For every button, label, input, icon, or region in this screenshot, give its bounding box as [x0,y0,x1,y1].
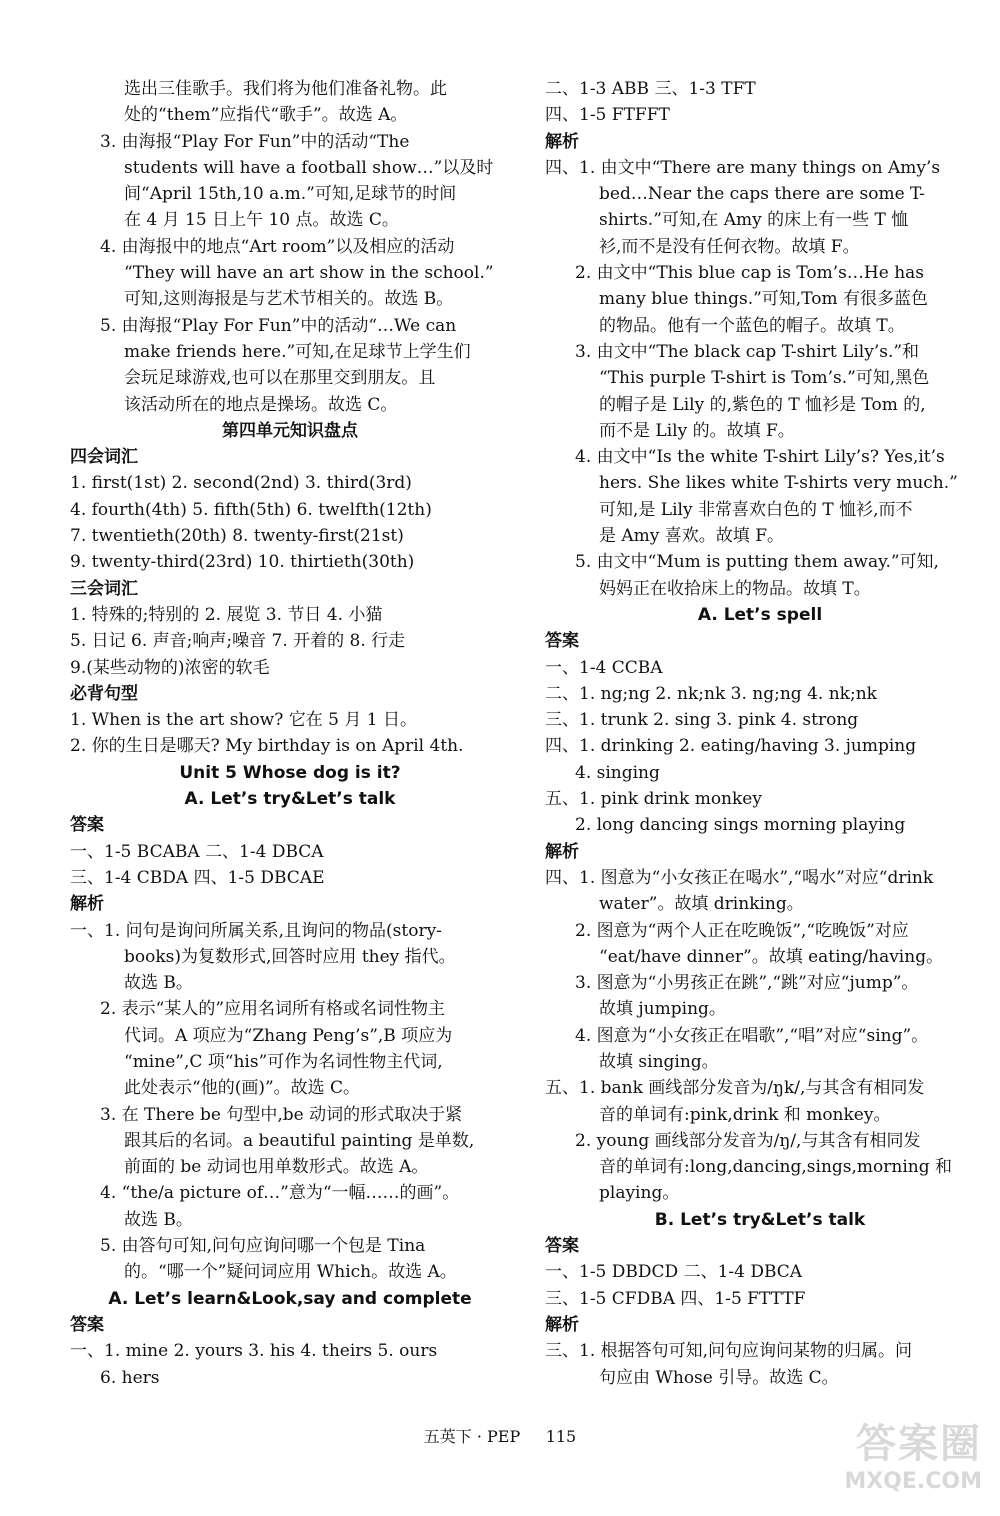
left-text-line: 选出三佳歌手。我们将为他们准备礼物。此 [124,79,447,99]
right-text-line: 2. 图意为“两个人正在吃晚饭”,“吃晚饭”对应 [575,920,909,941]
right-text-line: 一、1-5 DBDCD 二、1-4 DBCA [545,1262,803,1283]
left-text-line: 9. twenty-third(23rd) 10. thirtieth(30th) [70,552,415,573]
right-heading: A. Let’s spell [697,604,823,625]
left-text-line: 故选 B。 [124,973,193,994]
right-text-line: bed…Near the caps there are some T- [599,184,925,205]
left-text-line: 9.(某些动物的)浓密的软毛 [70,657,270,678]
right-text-line: 二、1. ng;ng 2. nk;nk 3. ng;ng 4. nk;nk [545,683,877,704]
left-heading: 答案 [70,815,104,836]
left-column [70,76,510,1391]
right-heading: 解析 [545,131,579,152]
footer-label: 五英下 · PEP [423,1427,521,1446]
right-text-line: 四、1. 由文中“There are many things on Amy’s [545,157,941,178]
right-text-line: 五、1. pink drink monkey [545,789,762,810]
right-text-line: 四、1. drinking 2. eating/having 3. jumping [545,736,917,757]
right-text-line: 音的单词有:pink,drink 和 monkey。 [599,1104,891,1125]
left-text-line: 会玩足球游戏,也可以在那里交到朋友。且 [124,368,436,389]
right-text-line: many blue things.”可知,Tom 有很多蓝色 [599,289,928,310]
left-text-line: 代词。A 项应为“Zhang Peng’s”,B 项应为 [124,1025,453,1046]
left-heading: 三会词汇 [70,578,138,599]
left-text-line: 此处表示“他的(画)”。故选 C。 [124,1078,361,1099]
right-heading: 答案 [545,631,579,652]
left-text-line: 4. “the/a picture of…”意为“一幅……的画”。 [100,1183,460,1204]
right-text-line: playing。 [599,1183,680,1204]
right-text-line: 2. young 画线部分发音为/ŋ/,与其含有相同发 [575,1130,921,1151]
left-text-line: 一、1. 问句是询问所属关系,且询问的物品(story- [70,920,442,941]
left-heading: 四会词汇 [70,447,138,468]
left-heading: 解析 [70,894,104,915]
right-text-line: hers. She likes white T-shirts very much.” [599,473,958,494]
left-text-line: 故选 B。 [124,1209,193,1230]
right-text-line: shirts.”可知,在 Amy 的床上有一些 T 恤 [599,210,909,231]
left-text-line: 一、1. mine 2. yours 3. his 4. theirs 5. ours [70,1341,438,1362]
left-text-line: 2. 你的生日是哪天? My birthday is on April 4th. [70,736,464,757]
right-text-line: 四、1. 图意为“小女孩正在喝水”,“喝水”对应“drink [545,867,934,888]
right-text-line: 而不是 Lily 的。故填 F。 [599,420,795,441]
right-text-line: 是 Amy 喜欢。故填 F。 [599,526,785,547]
left-text-line: 3. 由海报“Play For Fun”中的活动“The [100,131,410,152]
right-text-line: 四、1-5 FTFFT [545,105,670,126]
left-text-line: books)为复数形式,回答时应用 they 指代。 [124,946,456,967]
right-text-line: 3. 图意为“小男孩正在跳”,“跳”对应“jump”。 [575,973,919,994]
right-text-line: 的帽子是 Lily 的,紫色的 T 恤衫是 Tom 的, [599,394,926,415]
right-text-line: 故填 jumping。 [599,999,726,1020]
right-text-line: 三、1. 根据答句可知,问句应询问某物的归属。问 [545,1341,913,1362]
right-text-line: 妈妈正在收拾床上的物品。故填 T。 [599,578,871,599]
left-text-line: 4. 由海报中的地点“Art room”以及相应的活动 [100,236,455,257]
right-text-line: 一、1-4 CCBA [545,657,663,678]
left-text-line: 7. twentieth(20th) 8. twenty-first(21st) [70,526,404,547]
right-text-line: 三、1. trunk 2. sing 3. pink 4. strong [545,710,859,731]
left-text-line: make friends here.”可知,在足球节上学生们 [124,341,471,362]
left-text-line: 1. When is the art show? 它在 5 月 1 日。 [70,710,417,731]
left-text-line: 一、1-5 BCABA 二、1-4 DBCA [70,841,324,862]
right-text-line: 4. singing [575,762,660,783]
left-heading: 必背句型 [70,683,138,704]
watermark-logo [807,1412,982,1502]
right-text-line: 衫,而不是没有任何衣物。故填 F。 [599,236,860,257]
right-text-line: 二、1-3 ABB 三、1-3 TFT [545,79,756,99]
left-text-line: 5. 由答句可知,问句应询问哪一个包是 Tina [100,1236,426,1257]
left-text-line: 处的“them”应指代“歌手”。故选 A。 [124,105,408,126]
watermark-url: MXQE.COM [844,1469,982,1494]
left-text-line: 1. 特殊的;特别的 2. 展览 3. 节日 4. 小猫 [70,604,383,625]
left-text-line: 的。“哪一个”疑问词应用 Which。故选 A。 [124,1262,457,1283]
left-text-line: 间“April 15th,10 a.m.”可知,足球节的时间 [124,184,457,205]
left-text-line: 6. hers [100,1367,160,1388]
right-text-line: “This purple T-shirt is Tom’s.”可知,黑色 [599,368,930,389]
left-text-line: 跟其后的名词。a beautiful painting 是单数, [124,1130,475,1151]
left-text-line: 可知,这则海报是与艺术节相关的。故选 B。 [124,289,454,310]
left-text-line: 5. 日记 6. 声音;响声;噪音 7. 开着的 8. 行走 [70,631,406,652]
left-text-line: 1. first(1st) 2. second(2nd) 3. third(3rd) [70,473,412,494]
right-text-line: 4. 由文中“Is the white T-shirt Lily’s? Yes,it’s [575,447,945,468]
right-text-line: 2. 由文中“This blue cap is Tom’s…He has [575,263,925,284]
right-heading: B. Let’s try&Let’s talk [654,1209,866,1230]
right-text-line: 2. long dancing sings morning playing [575,815,906,836]
left-heading: A. Let’s learn&Look,say and complete [108,1288,472,1309]
left-heading: Unit 5 Whose dog is it? [179,762,401,783]
left-text-line: 前面的 be 动词也用单数形式。故选 A。 [124,1157,429,1178]
left-heading: A. Let’s try&Let’s talk [184,789,396,810]
left-heading: 答案 [70,1314,104,1335]
right-text-line: 可知,是 Lily 非常喜欢白色的 T 恤衫,而不 [599,499,913,520]
right-text-line: 5. 由文中“Mum is putting them away.”可知, [575,552,939,573]
left-text-line: 在 4 月 15 日上午 10 点。故选 C。 [124,210,399,231]
watermark-logo-text: 答案圈 [856,1421,982,1467]
left-text-line: 该活动所在的地点是操场。故选 C。 [124,394,398,415]
right-text-line: 句应由 Whose 引导。故选 C。 [599,1367,839,1388]
right-text-line: 4. 图意为“小女孩正在唱歌”,“唱”对应“sing”。 [575,1025,929,1046]
right-text-line: 的物品。他有一个蓝色的帽子。故填 T。 [599,315,905,336]
left-text-line: 2. 表示“某人的”应用名词所有格或名词性物主 [100,999,446,1020]
left-text-line: students will have a football show…”以及时 [124,157,494,178]
right-column [545,76,975,1391]
right-text-line: “eat/have dinner”。故填 eating/having。 [599,946,944,967]
left-text-line: 5. 由海报“Play For Fun”中的活动“…We can [100,315,457,336]
right-text-line: 音的单词有:long,dancing,sings,morning 和 [599,1157,953,1178]
right-heading: 答案 [545,1236,579,1257]
right-text-line: water”。故填 drinking。 [599,894,804,915]
left-text-line: 三、1-4 CBDA 四、1-5 DBCAE [70,867,325,888]
page-number: 115 [545,1427,577,1446]
left-text-line: 3. 在 There be 句型中,be 动词的形式取决于紧 [100,1104,463,1125]
right-text-line: 五、1. bank 画线部分发音为/ŋk/,与其含有相同发 [545,1078,925,1099]
right-heading: 解析 [545,1314,579,1335]
left-text-line: “mine”,C 项“his”可作为名词性物主代词, [124,1051,443,1072]
left-text-line: 4. fourth(4th) 5. fifth(5th) 6. twelfth(12th) [70,499,432,520]
right-text-line: 3. 由文中“The black cap T-shirt Lily’s.”和 [575,341,920,362]
right-text-line: 三、1-5 CFDBA 四、1-5 FTTTF [545,1288,806,1309]
right-text-line: 故填 singing。 [599,1051,719,1072]
left-heading: 第四单元知识盘点 [222,420,358,441]
left-text-line: “They will have an art show in the school.” [124,263,494,284]
right-heading: 解析 [545,841,579,862]
